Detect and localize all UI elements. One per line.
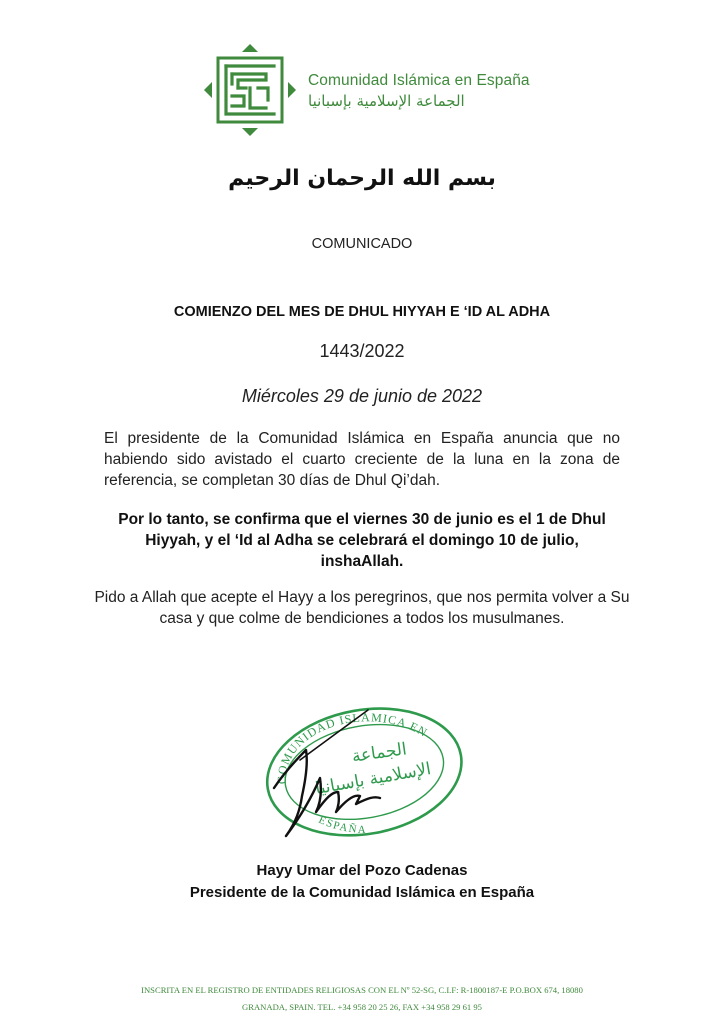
stamp-arabic-line-2: الإسلامية بإسبانيا: [313, 759, 433, 800]
footer-registry-line: INSCRITA EN EL REGISTRO DE ENTIDADES RELIGIOSAS CON EL Nº 52-SG, C.I.F: R-1800187-E P.O.BOX 674, 18080: [141, 985, 583, 995]
calligraphy-square-logo-icon: [204, 44, 296, 136]
document-title: COMIENZO DEL MES DE DHUL HIYYAH E ‘ID AL ADHA: [173, 304, 551, 320]
hijri-gregorian-year: 1443/2022: [319, 341, 405, 361]
signer-position: Presidente de la Comunidad Islámica en España: [189, 884, 535, 901]
footer: [0, 982, 724, 1016]
official-stamp: [256, 700, 472, 840]
announcement-paragraph: El presidente de la Comunidad Islámica en España anuncia que no habiendo sido avistado el cuarto creciente de la luna en la zona de referencia, se completan 30 días de Dhul Qi’dah.: [104, 430, 620, 489]
signer-name: Hayy Umar del Pozo Cadenas: [256, 862, 468, 879]
basmala: بسم الله الرحمان الرحيم: [228, 166, 496, 191]
document-date: Miércoles 29 de junio de 2022: [241, 386, 483, 406]
org-name-latin: Comunidad Islámica en España: [308, 72, 530, 89]
stamp-arabic-line-1: الجماعة: [350, 739, 409, 767]
org-name-arabic: الجماعة الإسلامية بإسبانيا: [308, 92, 465, 110]
footer-contact-line: GRANADA, SPAIN. TEL. +34 958 20 25 26, FAX +34 958 29 61 95: [242, 1002, 482, 1012]
letterhead: [204, 44, 534, 134]
confirmation-paragraph: Por lo tanto, se confirma que el viernes 30 de junio es el 1 de Dhul Hiyyah, y el ‘Id al Adha se celebrará el domingo 10 de julio, inshaAllah.: [118, 511, 606, 570]
signer-block: [0, 860, 724, 904]
document-type: COMUNICADO: [311, 236, 413, 252]
stamp-top-text: COMUNIDAD ISLÁMICA EN: [274, 710, 431, 785]
blessing-paragraph: Pido a Allah que acepte el Hayy a los peregrinos, que nos permita volver a Su casa y que colme de bendiciones a todos los musulmanes.: [94, 589, 630, 627]
org-names: [308, 72, 530, 110]
stamp-bottom-text: ESPAÑA: [316, 813, 368, 837]
